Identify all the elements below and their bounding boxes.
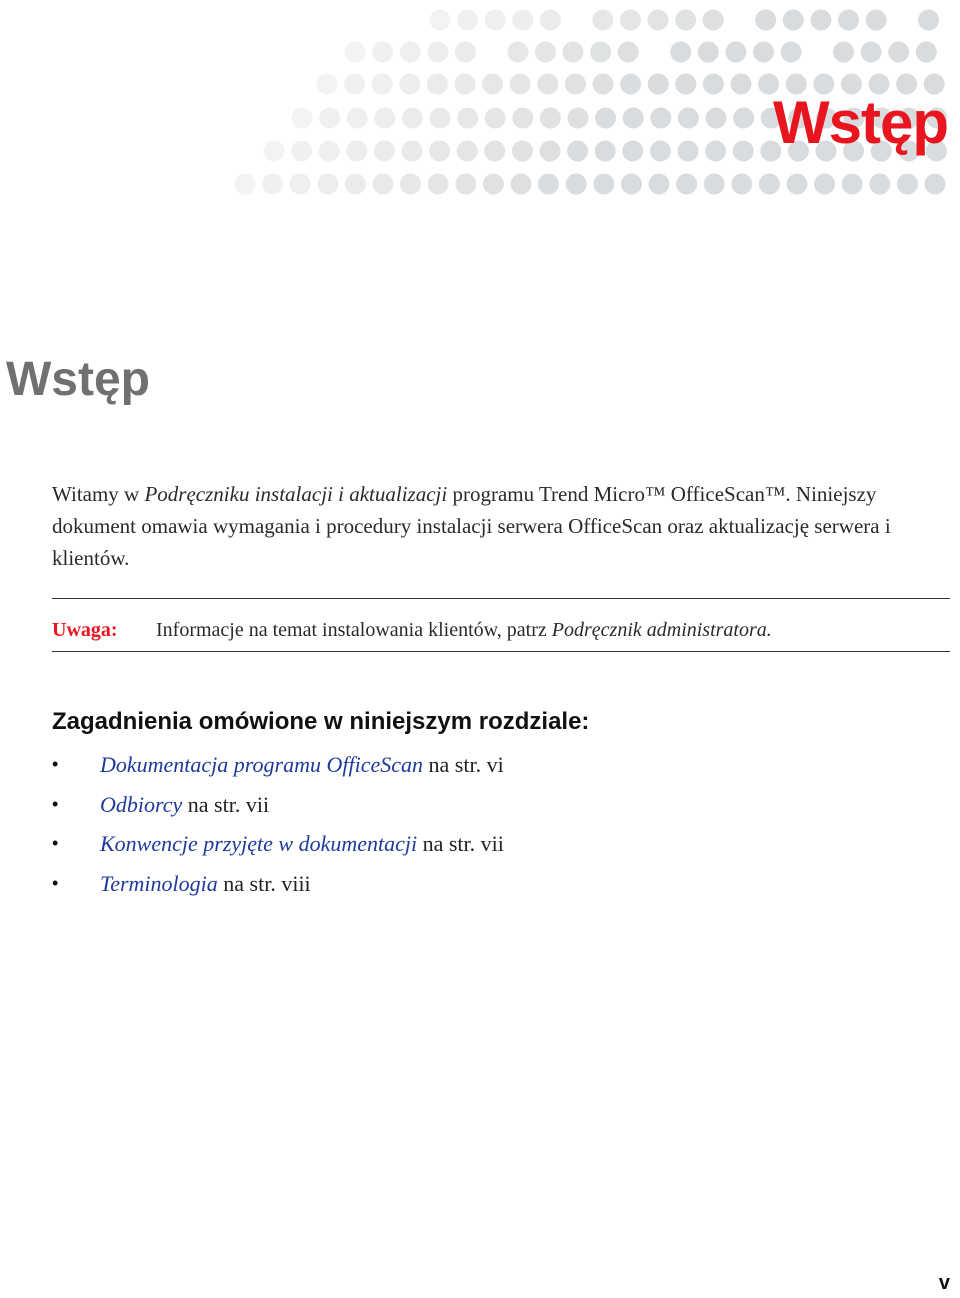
topic-link-text[interactable]: Konwencje przyjęte w dokumentacji [100,831,418,856]
decorative-dot [540,141,561,162]
topic-page-ref: na str. viii [217,870,311,896]
decorative-dot [733,108,754,129]
decorative-dot [593,174,614,195]
decorative-dot [485,108,506,129]
decorative-dot [535,42,556,63]
decorative-dot [400,42,421,63]
decorative-dot [563,42,584,63]
decorative-dot [622,141,643,162]
decorative-dot [866,10,887,31]
topic-page-ref: na str. vii [417,831,504,856]
note-text [156,619,772,642]
decorative-dot [698,42,719,63]
decorative-dot [618,42,639,63]
decorative-dot [676,174,697,195]
decorative-dot [455,174,476,195]
decorative-dot [484,141,505,162]
topic-link-text[interactable]: Terminologia [100,870,218,896]
decorative-dot [537,74,558,95]
note-body: Informacje na temat instalowania klientów, patrz [156,619,552,641]
decorative-dot [620,74,641,95]
decorative-dot [483,174,504,195]
guide-title: Podręczniku instalacji i aktualizacji [144,482,448,506]
decorative-dot [402,108,423,129]
decorative-dot [649,174,670,195]
decorative-dot [264,141,285,162]
decorative-dot [755,10,776,31]
decorative-dot [703,10,724,31]
decorative-dot [670,42,691,63]
decorative-dot [347,108,368,129]
decorative-dot [916,42,937,63]
decorative-dot [725,42,746,63]
decorative-dot [814,174,835,195]
intro-text-start: Witamy w [52,482,145,506]
decorative-dot [675,10,696,31]
decorative-dot [787,174,808,195]
decorative-dot [374,141,395,162]
decorative-dot [703,74,724,95]
bullet-icon: • [52,793,59,814]
decorative-dot [482,74,503,95]
decorative-dot [372,74,393,95]
decorative-dot [345,174,366,195]
decorative-dot [292,108,313,129]
decorative-dot [427,74,448,95]
intro-paragraph [52,478,952,574]
decorative-dot [838,10,859,31]
decorative-dot [621,174,642,195]
decorative-dot [706,108,727,129]
decorative-dot [648,10,669,31]
decorative-dot [731,74,752,95]
decorative-dot [888,42,909,63]
bullet-icon: • [52,833,59,853]
decorative-dot [897,174,918,195]
topic-page-ref: na str. vii [182,791,270,817]
decorative-dot [918,10,939,31]
decorative-dot [590,42,611,63]
decorative-dot [510,74,531,95]
intro-text-end: programu Trend Micro™ OfficeScan™. Niniejszy dokument omawia wymagania i procedury instalacji serwera OfficeScan oraz aktualizację serwera i klientów. [52,482,891,570]
decorative-dot [457,141,478,162]
decorative-dot [705,141,726,162]
decorative-dot [290,174,311,195]
decorative-dot [373,174,394,195]
decorative-dot [678,108,699,129]
decorative-dot [317,174,338,195]
decorative-dot [842,174,863,195]
topic-link-terminologia[interactable] [100,864,311,903]
decorative-dot [565,74,586,95]
decorative-dot [319,141,340,162]
decorative-dot [731,174,752,195]
decorative-dot [540,108,561,129]
decorative-dot [512,141,533,162]
chapter-title: Wstęp [6,353,150,406]
decorative-dot [759,174,780,195]
decorative-dot [650,141,671,162]
decorative-dot [620,10,641,31]
topics-heading: Zagadnienia omówione w niniejszym rozdziale: [52,708,590,735]
decorative-dot [427,42,448,63]
topic-link-odbiorcy[interactable] [100,785,269,824]
decorative-dot [511,174,532,195]
decorative-dot [538,174,559,195]
decorative-dot [429,141,450,162]
note-reference: Podręcznik administratora. [551,619,772,641]
decorative-dot [455,42,476,63]
decorative-dot [319,108,340,129]
page-number: v [938,1272,950,1294]
decorative-dot [648,74,669,95]
decorative-dot [507,42,528,63]
bullet-icon: • [52,754,59,774]
decorative-dot [781,42,802,63]
decorative-dot [428,174,449,195]
topic-link-text[interactable]: Odbiorcy [100,791,183,817]
decorative-dot [402,141,423,162]
topic-page-ref: na str. vi [423,752,504,777]
decorative-dot [783,10,804,31]
decorative-dot [512,10,533,31]
decorative-dot [861,42,882,63]
decorative-dot [485,10,506,31]
decorative-dot [540,10,561,31]
decorative-dot [675,74,696,95]
topic-link-dokumentacja[interactable] [100,745,504,784]
note-label: Uwaga: [52,619,118,641]
decorative-dot [593,74,614,95]
decorative-dot [457,10,478,31]
decorative-dot [704,174,725,195]
decorative-dot [400,174,421,195]
decorative-dot [678,141,699,162]
decorative-dot [455,74,476,95]
decorative-dot [595,108,616,129]
decorative-dot [567,141,588,162]
decorative-dot [317,74,338,95]
decorative-dot [592,10,613,31]
decorative-dot [430,10,451,31]
decorative-dot [925,174,946,195]
decorative-dot [344,74,365,95]
decorative-dot [374,108,395,129]
decorative-dot [291,141,312,162]
topic-link-text[interactable]: Dokumentacja programu OfficeScan [100,752,424,777]
decorative-dot [650,108,671,129]
decorative-dot [869,174,890,195]
decorative-dot [512,108,533,129]
decorative-dot [733,141,754,162]
decorative-dot [457,108,478,129]
decorative-dot [810,10,831,31]
decorative-dot [262,174,283,195]
decorative-dot [346,141,367,162]
decorative-dot [595,141,616,162]
decorative-dot [345,42,366,63]
decorative-dot [399,74,420,95]
decorative-dot [623,108,644,129]
decorative-dot [430,108,451,129]
decorative-dot [235,174,256,195]
bullet-icon: • [52,872,59,893]
decorative-dot [568,108,589,129]
decorative-dot [566,174,587,195]
decorative-dot [372,42,393,63]
decorative-dot [753,42,774,63]
header-title: Wstęp [773,89,948,156]
topic-link-konwencje[interactable] [100,824,504,863]
decorative-dot [833,42,854,63]
note-box [52,598,950,652]
